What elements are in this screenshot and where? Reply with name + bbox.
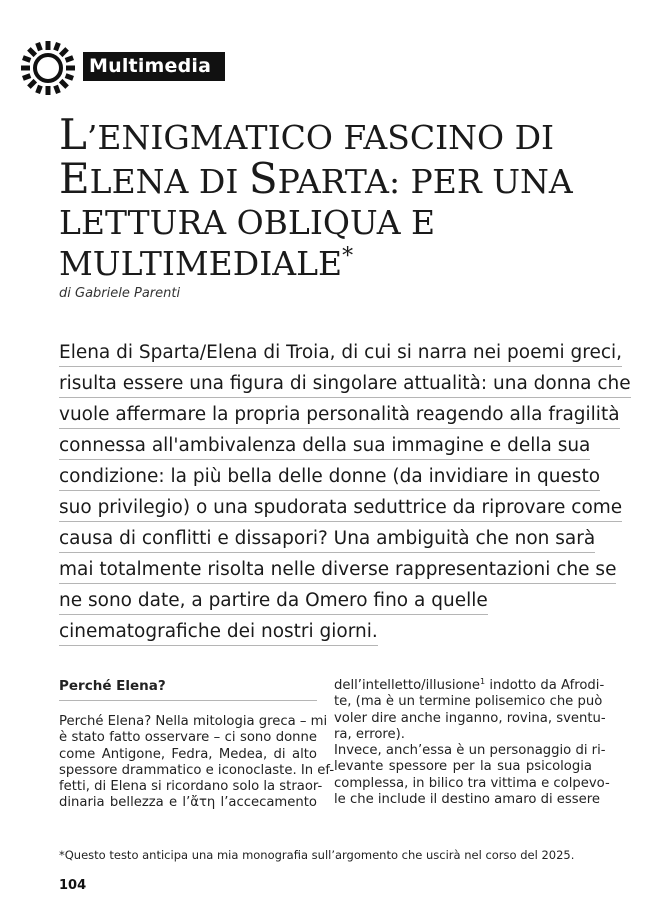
abstract-line: risulta essere una figura di singolare attualità: una donna che [59, 371, 579, 402]
author-byline: di Gabriele Parenti [59, 286, 181, 301]
title-text: MULTIMEDIALE [59, 244, 343, 283]
body-line: fetti, di Elena si ricordano solo la straor- [59, 779, 323, 795]
abstract-line: Elena di Sparta/Elena di Troia, di cui si narra nei poemi greci, [59, 340, 579, 371]
title-initial: E [59, 154, 90, 203]
body-column-left [59, 678, 335, 812]
abstract-line: cinematografiche dei nostri giorni. [59, 619, 579, 650]
body-column-right [334, 677, 610, 808]
section-tag: Multimedia [83, 52, 225, 81]
title-footnote-mark: * [342, 244, 354, 269]
body-line: complessa, in bilico tra vittima e colpevo- [334, 775, 610, 791]
abstract-line: connessa all'ambivalenza della sua immagine e della sua [59, 433, 579, 464]
body-line: ra, errore). [334, 726, 405, 742]
title-initial: S [248, 154, 278, 203]
page-number: 104 [59, 878, 87, 893]
abstract-line: condizione: la più bella delle donne (da invidiare in questo [59, 464, 579, 495]
abstract-line: vuole affermare la propria personalità reagendo alla fragilità [59, 402, 579, 433]
section-heading: Perché Elena? [59, 678, 317, 701]
title-text: ’ENIGMATICO FASCINO DI [86, 118, 555, 157]
abstract-line: causa di conflitti e dissapori? Una ambiguità che non sarà [59, 526, 579, 557]
abstract [59, 340, 631, 650]
title-line-1 [59, 110, 619, 159]
body-line: dell’intelletto/illusione$^1$ indotto da Afrodi- [334, 677, 605, 693]
body-line: come Antigone, Fedra, Medea, di alto [59, 746, 317, 762]
abstract-line: suo privilegio) o una spudorata seduttrice da riprovare come [59, 495, 579, 526]
title-line-2 [59, 154, 619, 203]
body-line: le che include il destino amaro di essere [334, 792, 601, 808]
body-line: dinaria bellezza e l’ἄτη l’accecamento [59, 795, 317, 811]
sun-icon [19, 39, 77, 97]
abstract-line: mai totalmente risolta nelle diverse rappresentazioni che se [59, 557, 579, 588]
footnote-ref: 1 [480, 677, 486, 686]
footnote: *Questo testo anticipa una mia monografia sull’argomento che uscirà nel corso del 2025. [59, 848, 575, 862]
body-line: è stato fatto osservare – ci sono donne [59, 730, 317, 746]
title-line-4 [59, 243, 619, 284]
title-initial: L [59, 110, 87, 159]
title-text: PARTA: PER UNA [277, 162, 573, 201]
body-line: Invece, anch’essa è un personaggio di ri- [334, 743, 606, 759]
body-line: te, (ma è un termine polisemico che può [334, 694, 603, 710]
body-line: spessore drammatico e iconoclaste. In ef- [59, 762, 335, 778]
body-line: levante spessore per la sua psicologia [334, 759, 592, 775]
title-text: LENA DI [89, 162, 249, 201]
body-line: Perché Elena? Nella mitologia greca – mi [59, 714, 328, 729]
abstract-line: ne sono date, a partire da Omero fino a quelle [59, 588, 579, 619]
title-line-3: LETTURA OBLIQUA E [59, 203, 436, 242]
body-line: voler dire anche inganno, rovina, sventu- [334, 710, 606, 726]
article-title [59, 110, 619, 284]
